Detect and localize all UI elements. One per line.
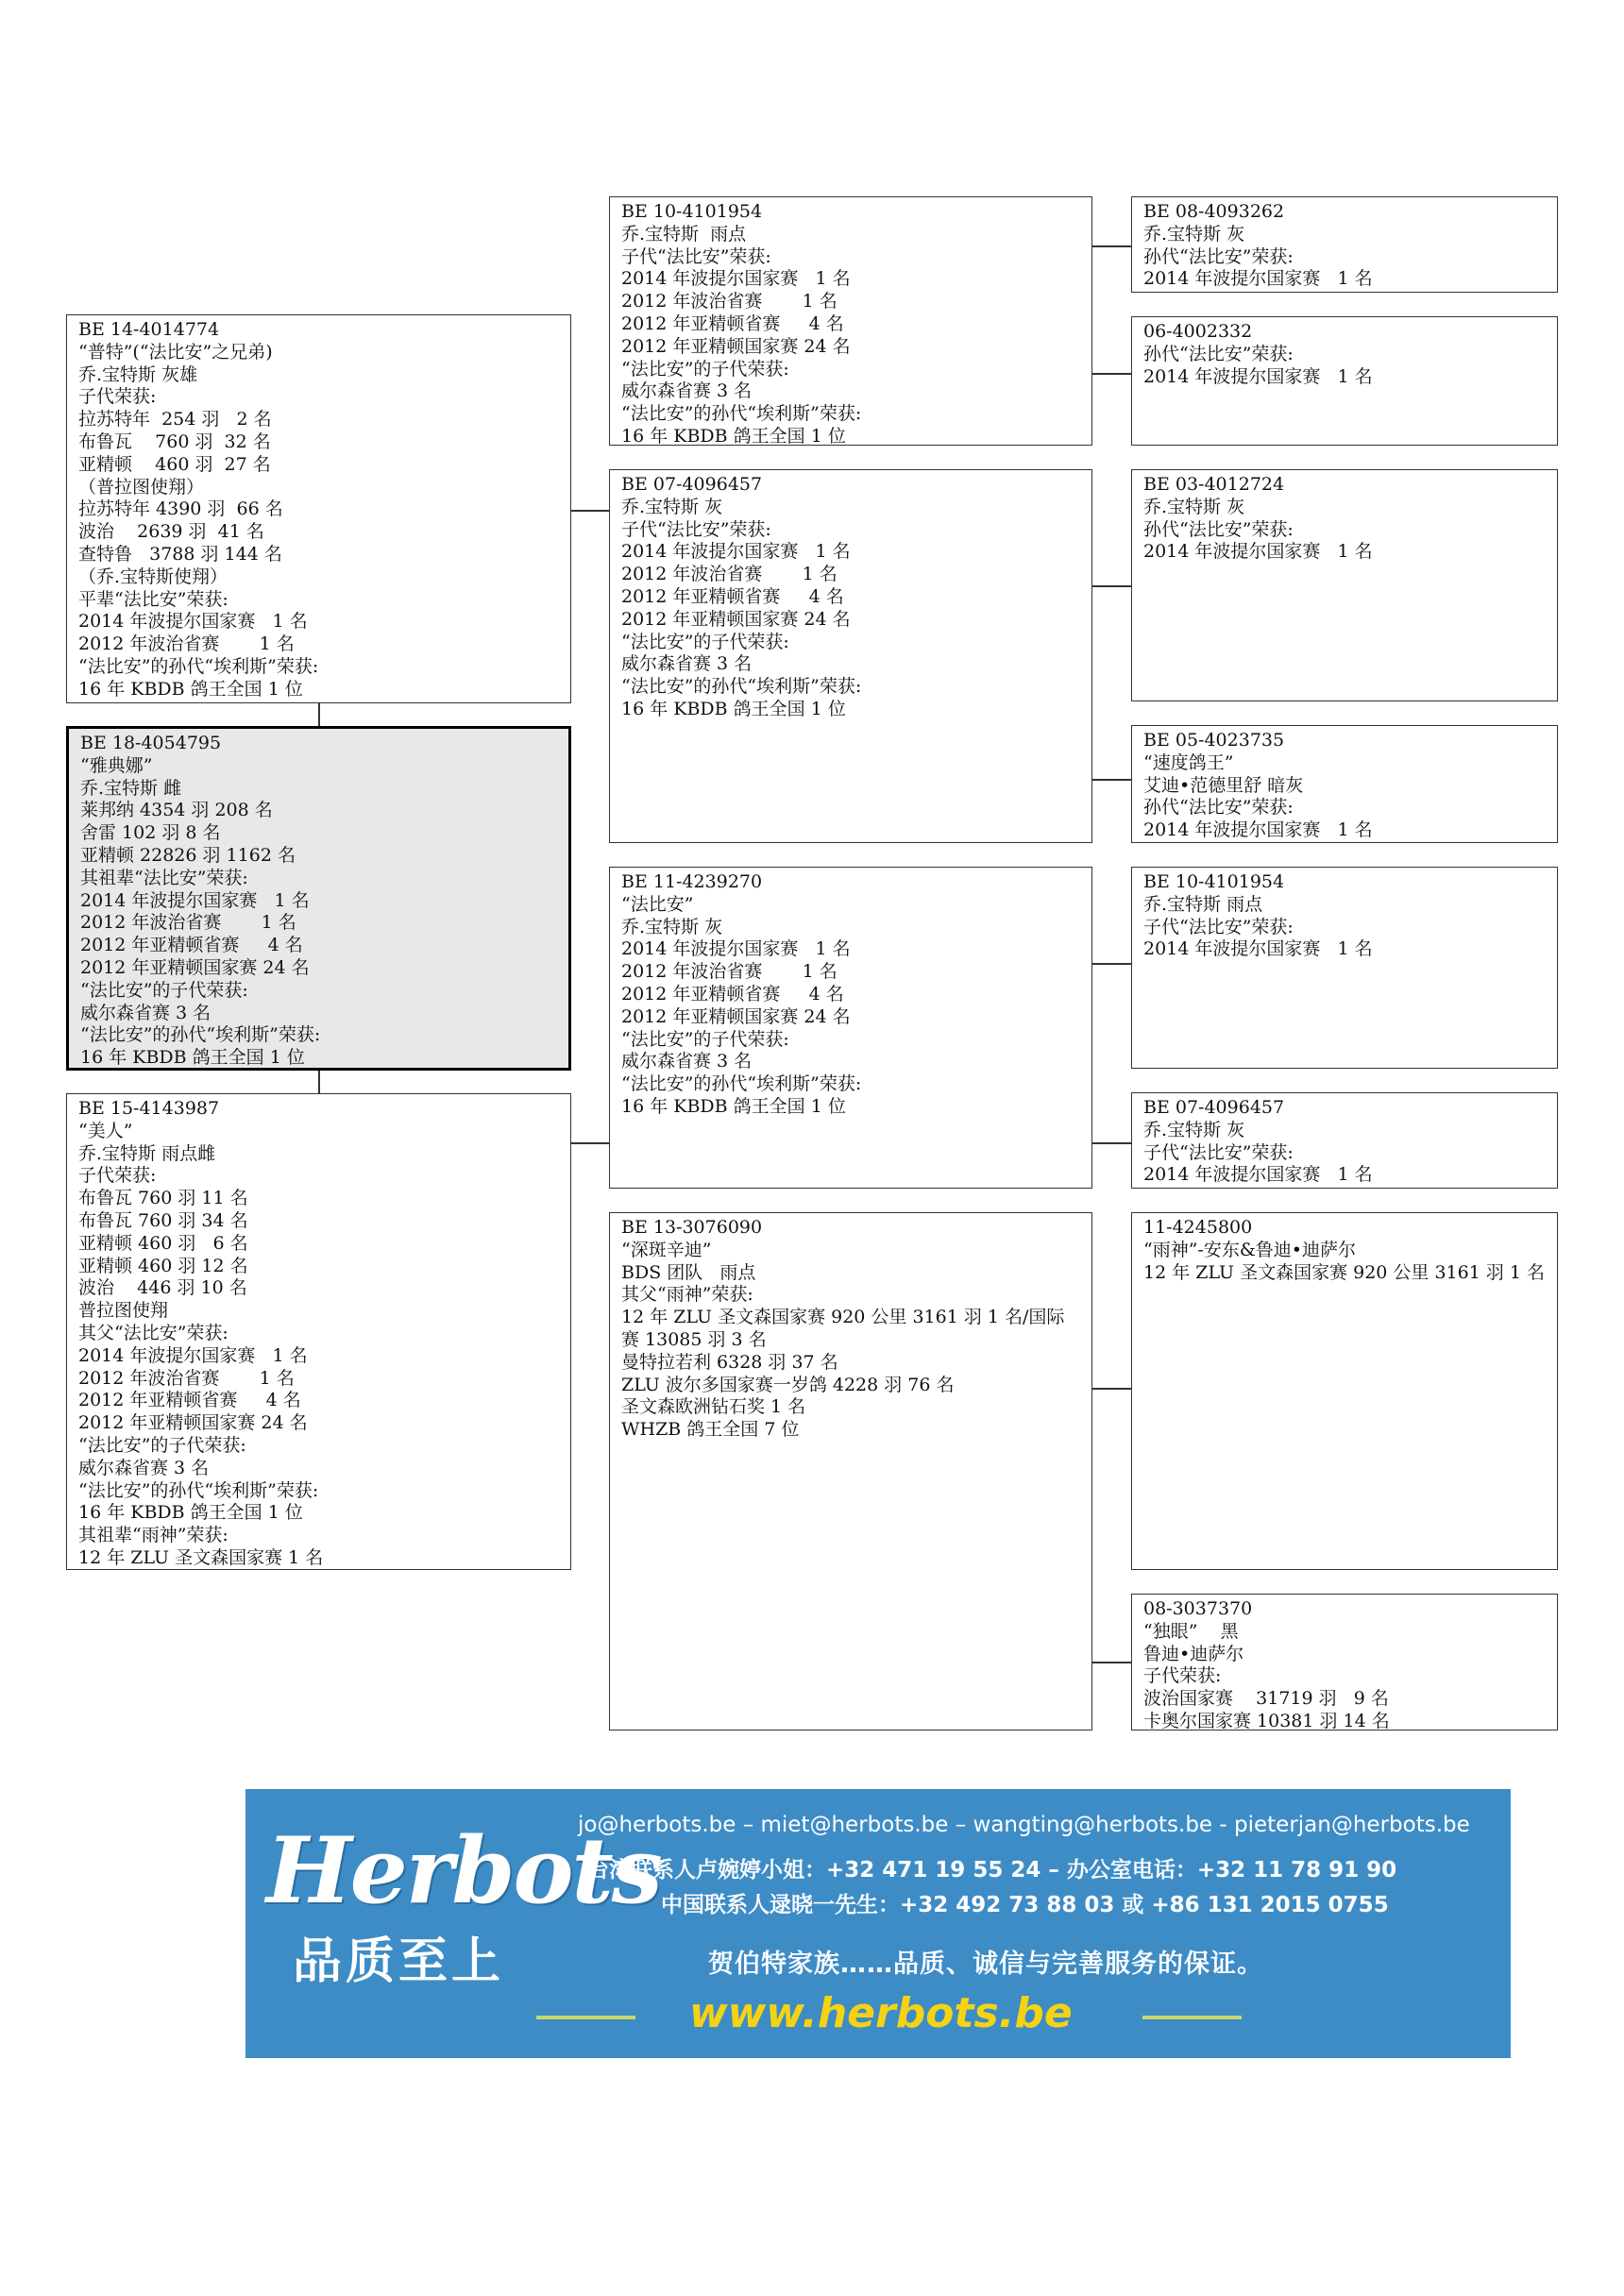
ring-number: BE 05-4023735 — [1143, 730, 1285, 751]
connector — [571, 510, 609, 512]
pedigree-line: 子代荣获: — [78, 1165, 157, 1187]
pedigree-line: 平辈“法比安”荣获: — [78, 588, 228, 610]
dam-card — [66, 1093, 571, 1570]
pedigree-line: “法比安”的孙代“埃利斯”荣获: — [621, 1073, 862, 1095]
pedigree-line: “普特”(“法比安”之兄弟) — [78, 341, 273, 363]
ring-number: 11-4245800 — [1143, 1217, 1253, 1238]
pedigree-line: 威尔森省赛 3 名 — [621, 380, 753, 402]
herbots-logo: Herbots — [266, 1817, 661, 1924]
ancestor-card-4 — [1131, 725, 1558, 843]
pedigree-line: （乔.宝特斯使翔） — [78, 566, 228, 587]
pedigree-line: 2014 年波提尔国家赛 1 名 — [621, 938, 851, 960]
contact-taiwan: 台湾联系人卢婉婷小姐：+32 471 19 55 24 – 办公室电话：+32 11 78 91 90 — [587, 1858, 1397, 1882]
ring-number: BE 10-4101954 — [621, 201, 763, 222]
connector — [1092, 245, 1131, 247]
pedigree-line: “法比安”的子代荣获: — [78, 1434, 246, 1456]
pedigree-line: 12 年 ZLU 圣文森国家赛 920 公里 3161 羽 1 名 — [1143, 1261, 1546, 1283]
pedigree-line: 孙代“法比安”荣获: — [1143, 797, 1294, 819]
pedigree-line: WHZB 鸽王全国 7 位 — [621, 1419, 800, 1441]
pedigree-line: 2014 年波提尔国家赛 1 名 — [1143, 819, 1373, 841]
ring-number: BE 07-4096457 — [1143, 1097, 1285, 1118]
pedigree-line: 乔.宝特斯 灰 — [1143, 496, 1245, 517]
pedigree-line: 布鲁瓦 760 羽 34 名 — [78, 1209, 248, 1231]
pedigree-line: 舍雷 102 羽 8 名 — [80, 822, 221, 844]
pedigree-line: 2014 年波提尔国家赛 1 名 — [1143, 541, 1373, 563]
pedigree-line: 2014 年波提尔国家赛 1 名 — [1143, 365, 1373, 387]
pedigree-line: “深斑辛迪” — [621, 1239, 712, 1260]
pedigree-line: 子代荣获: — [1143, 1665, 1222, 1687]
ancestor-card-3 — [1131, 469, 1558, 701]
pedigree-line: 亚精顿 22826 羽 1162 名 — [80, 844, 296, 866]
connector — [1092, 373, 1131, 375]
connector — [1092, 779, 1131, 781]
pedigree-line: 2012 年波治省赛 1 名 — [80, 912, 296, 934]
pedigree-line: “法比安”的子代荣获: — [621, 631, 789, 652]
pedigree-line: 查特鲁 3788 羽 144 名 — [78, 543, 282, 565]
pedigree-line: 孙代“法比安”荣获: — [1143, 245, 1294, 267]
pedigree-line: 2014 年波提尔国家赛 1 名 — [621, 268, 851, 290]
pedigree-line: 波治国家赛 31719 羽 9 名 — [1143, 1688, 1389, 1710]
pedigree-line: 其父“雨神”荣获: — [621, 1284, 753, 1306]
email-addresses: jo@herbots.be – miet@herbots.be – wangting@herbots.be - pieterjan@herbots.be — [578, 1813, 1470, 1837]
ancestor-card-7 — [1131, 1212, 1558, 1570]
ancestor-card-6 — [1131, 1092, 1558, 1189]
ancestor-card-1 — [1131, 196, 1558, 293]
pedigree-line: 2012 年亚精顿国家赛 24 名 — [621, 608, 851, 630]
pedigree-line: 2012 年亚精顿国家赛 24 名 — [80, 956, 310, 978]
pedigree-line: 乔.宝特斯 灰 — [1143, 1119, 1245, 1140]
pedigree-line: 2014 年波提尔国家赛 1 名 — [1143, 268, 1373, 290]
pedigree-line: 乔.宝特斯 灰 — [1143, 223, 1245, 245]
pedigree-line: “速度鸽王” — [1143, 751, 1234, 773]
pedigree-line: 波治 2639 羽 41 名 — [78, 521, 264, 543]
pedigree-line: （普拉图使翔） — [78, 476, 205, 498]
pedigree-line: 乔.宝特斯 雨点 — [621, 223, 747, 245]
ring-number: BE 10-4101954 — [1143, 871, 1285, 892]
pedigree-line: 威尔森省赛 3 名 — [78, 1457, 210, 1478]
connector — [1092, 963, 1131, 965]
pedigree-line: “法比安” — [621, 893, 694, 915]
divider — [1142, 2016, 1242, 2019]
pedigree-line: 拉苏特年 4390 羽 66 名 — [78, 498, 283, 520]
ring-number: 06-4002332 — [1143, 321, 1253, 342]
pedigree-line: BDS 团队 雨点 — [621, 1261, 756, 1283]
ancestor-card-8 — [1131, 1594, 1558, 1730]
pedigree-line: 子代荣获: — [78, 386, 157, 408]
pedigree-line: 2014 年波提尔国家赛 1 名 — [80, 889, 310, 911]
connector — [1092, 585, 1131, 587]
pedigree-line: 亚精顿 460 羽 6 名 — [78, 1232, 248, 1254]
pedigree-line: 2012 年亚精顿省赛 4 名 — [621, 312, 844, 334]
herbots-banner — [245, 1789, 1511, 2058]
pedigree-line: 曼特拉若利 6328 羽 37 名 — [621, 1351, 838, 1373]
pedigree-line: 乔.宝特斯 雌 — [80, 777, 182, 799]
pedigree-line: 威尔森省赛 3 名 — [80, 1002, 211, 1023]
pedigree-line: 威尔森省赛 3 名 — [621, 653, 753, 675]
pedigree-line: 2014 年波提尔国家赛 1 名 — [1143, 1164, 1373, 1186]
pedigree-line: 16 年 KBDB 鸽王全国 1 位 — [80, 1047, 305, 1069]
pedigree-line: 2012 年亚精顿省赛 4 名 — [80, 935, 303, 956]
pedigree-line: 布鲁瓦 760 羽 32 名 — [78, 430, 271, 452]
pedigree-line: “法比安”的子代荣获: — [621, 358, 789, 380]
ring-number: 08-3037370 — [1143, 1598, 1253, 1619]
connector — [1092, 1662, 1131, 1663]
pedigree-line: 16 年 KBDB 鸽王全国 1 位 — [621, 425, 846, 446]
ring-number: BE 07-4096457 — [621, 474, 763, 495]
pedigree-line: 2012 年波治省赛 1 名 — [621, 291, 837, 312]
slogan: 品质至上 — [293, 1933, 505, 1990]
ancestor-card-5 — [1131, 867, 1558, 1069]
pedigree-line: 2012 年波治省赛 1 名 — [78, 633, 295, 655]
pedigree-line: 12 年 ZLU 圣文森国家赛 1 名 — [78, 1546, 324, 1568]
sire-dam-card — [609, 469, 1092, 843]
ancestor-card-2 — [1131, 316, 1558, 446]
ring-number: BE 03-4012724 — [1143, 474, 1285, 495]
pedigree-line: 卡奥尔国家赛 10381 羽 14 名 — [1143, 1710, 1390, 1730]
connector — [1092, 1142, 1131, 1144]
pedigree-line: 2012 年波治省赛 1 名 — [621, 564, 837, 585]
pedigree-line: 2014 年波提尔国家赛 1 名 — [78, 1344, 308, 1366]
connector — [318, 1071, 320, 1093]
pedigree-line: 子代“法比安”荣获: — [1143, 1141, 1294, 1163]
pedigree-line: 拉苏特年 254 羽 2 名 — [78, 409, 272, 430]
pedigree-line: “法比安”的孙代“埃利斯”荣获: — [78, 1479, 319, 1501]
pedigree-line: 乔.宝特斯 雨点雌 — [78, 1142, 216, 1164]
pedigree-line: 16 年 KBDB 鸽王全国 1 位 — [78, 678, 303, 700]
pedigree-line: 2012 年亚精顿国家赛 24 名 — [621, 1005, 851, 1027]
pedigree-line: 子代“法比安”荣获: — [1143, 916, 1294, 937]
pedigree-line: 乔.宝特斯 灰 — [621, 496, 723, 517]
pedigree-line: 其父“法比安”荣获: — [78, 1322, 228, 1343]
pedigree-line: 子代“法比安”荣获: — [621, 245, 771, 267]
pedigree-line: 12 年 ZLU 圣文森国家赛 920 公里 3161 羽 1 名/国际赛 13085 羽 3 名 — [621, 1307, 1065, 1350]
pedigree-line: 2012 年亚精顿国家赛 24 名 — [621, 335, 851, 357]
divider — [536, 2016, 635, 2019]
pedigree-line: 2014 年波提尔国家赛 1 名 — [78, 611, 308, 633]
pedigree-line: 乔.宝特斯 灰雄 — [78, 363, 198, 385]
pedigree-line: “法比安”的子代荣获: — [621, 1028, 789, 1050]
ring-number: BE 13-3076090 — [621, 1217, 763, 1238]
pedigree-line: “雨神”-安东&鲁迪•迪萨尔 — [1143, 1239, 1356, 1260]
sire-sire-card — [609, 196, 1092, 446]
dam-sire-card — [609, 867, 1092, 1189]
pedigree-line: 2014 年波提尔国家赛 1 名 — [621, 541, 851, 563]
pedigree-line: 乔.宝特斯 灰 — [621, 916, 723, 937]
pedigree-line: 普拉图使翔 — [78, 1300, 169, 1322]
pedigree-line: “法比安”的孙代“埃利斯”荣获: — [78, 655, 319, 677]
pedigree-line: 2012 年亚精顿省赛 4 名 — [78, 1390, 301, 1411]
pedigree-line: 亚精顿 460 羽 12 名 — [78, 1255, 248, 1276]
pedigree-line: 2014 年波提尔国家赛 1 名 — [1143, 938, 1373, 960]
dam-dam-card — [609, 1212, 1092, 1730]
contact-china: 中国联系人逯晓一先生：+32 492 73 88 03 或 +86 131 2015 0755 — [661, 1893, 1389, 1917]
pedigree-line: “独眼” 黑 — [1143, 1620, 1239, 1642]
pedigree-line: 孙代“法比安”荣获: — [1143, 518, 1294, 540]
motto: 贺伯特家族……品质、诚信与完善服务的保证。 — [708, 1950, 1263, 1979]
pedigree-line: 2012 年波治省赛 1 名 — [78, 1367, 295, 1389]
ring-number: BE 18-4054795 — [80, 733, 222, 753]
pedigree-line: 波治 446 羽 10 名 — [78, 1277, 247, 1299]
website-link[interactable]: www.herbots.be — [689, 1989, 1073, 2037]
pedigree-line: 16 年 KBDB 鸽王全国 1 位 — [621, 698, 846, 719]
ring-number: BE 15-4143987 — [78, 1098, 220, 1119]
pedigree-line: 艾迪•范德里舒 暗灰 — [1143, 774, 1304, 796]
pedigree-line: 2012 年波治省赛 1 名 — [621, 961, 837, 983]
pedigree-line: ZLU 波尔多国家赛一岁鸽 4228 羽 76 名 — [621, 1374, 955, 1395]
connector — [1092, 1388, 1131, 1390]
ring-number: BE 14-4014774 — [78, 319, 220, 340]
ring-number: BE 08-4093262 — [1143, 201, 1285, 222]
pedigree-line: “法比安”的孙代“埃利斯”荣获: — [80, 1024, 321, 1046]
subject-card — [66, 726, 571, 1071]
pedigree-line: 2012 年亚精顿国家赛 24 名 — [78, 1412, 308, 1434]
pedigree-line: 孙代“法比安”荣获: — [1143, 343, 1294, 364]
pedigree-line: 2012 年亚精顿省赛 4 名 — [621, 585, 844, 607]
pedigree-line: 威尔森省赛 3 名 — [621, 1051, 753, 1072]
pedigree-line: 乔.宝特斯 雨点 — [1143, 893, 1263, 915]
pedigree-line: “法比安”的子代荣获: — [80, 979, 248, 1001]
pedigree-line: 布鲁瓦 760 羽 11 名 — [78, 1188, 248, 1209]
pedigree-line: 16 年 KBDB 鸽王全国 1 位 — [78, 1502, 303, 1524]
pedigree-line: “法比安”的孙代“埃利斯”荣获: — [621, 676, 862, 698]
sire-card — [66, 314, 571, 703]
pedigree-line: “美人” — [78, 1120, 133, 1141]
connector — [571, 1142, 609, 1144]
pedigree-line: “雅典娜” — [80, 754, 153, 776]
pedigree-line: 2012 年亚精顿省赛 4 名 — [621, 983, 844, 1004]
pedigree-line: 圣文森欧洲钻石奖 1 名 — [621, 1396, 806, 1418]
pedigree-line: 其祖辈“雨神”荣获: — [78, 1525, 228, 1546]
pedigree-line: 亚精顿 460 羽 27 名 — [78, 453, 271, 475]
connector — [318, 703, 320, 726]
pedigree-line: 鲁迪•迪萨尔 — [1143, 1643, 1244, 1664]
pedigree-line: 莱邦纳 4354 羽 208 名 — [80, 800, 273, 821]
ring-number: BE 11-4239270 — [621, 871, 763, 892]
pedigree-line: “法比安”的孙代“埃利斯”荣获: — [621, 403, 862, 425]
pedigree-line: 16 年 KBDB 鸽王全国 1 位 — [621, 1095, 846, 1117]
pedigree-line: 子代“法比安”荣获: — [621, 518, 771, 540]
pedigree-line: 其祖辈“法比安”荣获: — [80, 867, 248, 888]
